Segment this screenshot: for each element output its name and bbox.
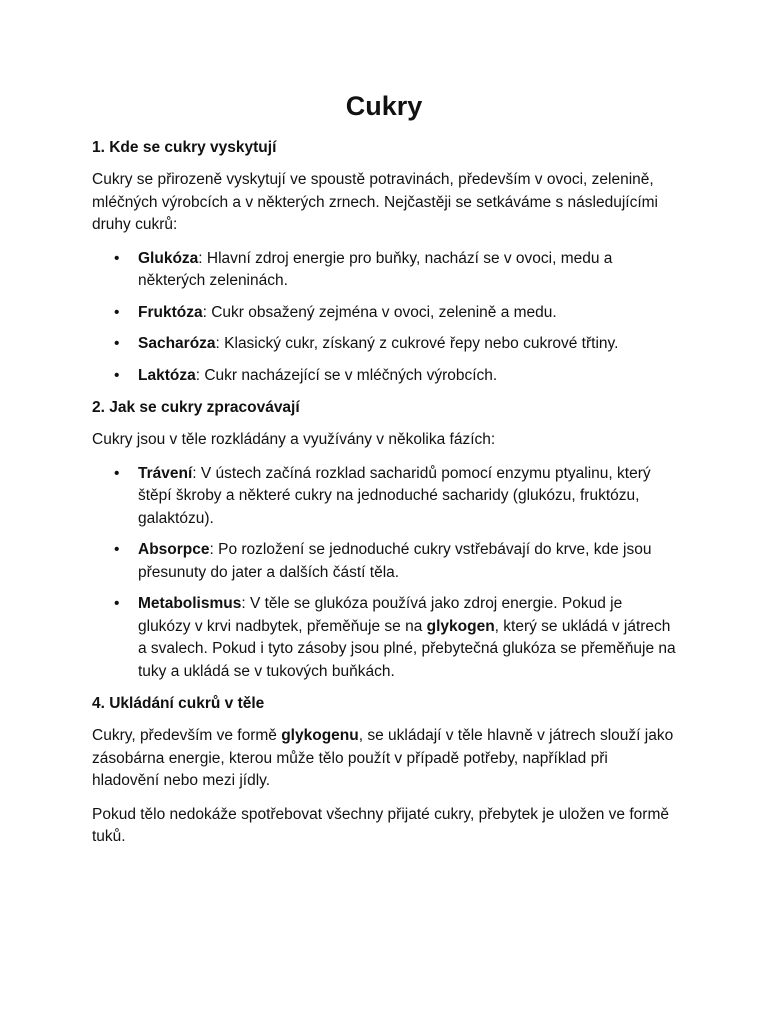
processing-phases-list [92,463,676,684]
section-heading-2: 2. Jak se cukry zpracovávají [92,399,300,416]
list-item [114,539,676,584]
list-item-emphasis: glykogen [426,617,495,635]
list-item-term: Fruktóza [138,303,203,321]
bullet-icon: • [114,464,120,482]
list-item-term: Metabolismus [138,595,242,612]
bullet-icon: • [114,249,120,267]
list-item-text: : V ústech začíná rozklad sacharidů pomocí enzymu ptyalinu, který štěpí škroby a některé cukry na jednoduché sacharidy (glukózu, fruktózu, galaktózu). [138,464,651,527]
section-4-paragraph-1 [92,725,676,793]
list-item [114,248,676,293]
paragraph-text: Cukry, především ve formě [92,727,282,744]
section-heading-1: 1. Kde se cukry vyskytují [92,139,277,156]
list-item [114,593,676,683]
bullet-icon: • [114,595,120,612]
list-item-text: : Klasický cukr, získaný z cukrové řepy nebo cukrové třtiny. [215,335,619,352]
list-item [114,463,676,531]
section-heading-4: 4. Ukládání cukrů v těle [92,695,265,712]
sugar-types-list [92,248,676,388]
bullet-icon: • [114,335,120,352]
paragraph-text: , se ukládají v těle hlavně v játrech slouží jako zásobárna energie, kterou může tělo použít v případě potřeby, například při hladovění nebo mezi jídly. [92,727,674,789]
bullet-icon: • [114,541,120,558]
list-item-term: Laktóza [138,366,196,384]
section-4-paragraph-2: Pokud tělo nedokáže spotřebovat všechny přijaté cukry, přebytek je uložen ve formě tuků. [92,805,669,845]
list-item-text: : Po rozložení se jednoduché cukry vstřebávají do krve, kde jsou přesunuty do jater a dalších částí těla. [138,541,652,581]
paragraph-emphasis: glykogenu [281,727,359,744]
list-item-term: Trávení [138,464,193,482]
list-item-text: , který se ukládá v játrech a svalech. Pokud i tyto zásoby jsou plné, přebytečná glukóza se přeměňuje na tuky a ukládá se v tukových buňkách. [138,617,676,680]
list-item [114,333,676,356]
list-item-term: Sacharóza [138,335,216,352]
bullet-icon: • [114,366,120,384]
list-item-text: : Cukr obsažený zejména v ovoci, zelenině a medu. [202,303,557,321]
list-item [114,365,676,388]
bullet-icon: • [114,303,120,321]
list-item-term: Absorpce [138,541,210,558]
document-title: Cukry [345,91,423,121]
section-1-intro: Cukry se přirozeně vyskytují ve spoustě potravinách, především v ovoci, zelenině, mléčných výrobcích a v některých zrnech. Nejčastěji se setkáváme s následujícími druhy cukrů: [92,171,658,233]
list-item-text: : Cukr nacházející se v mléčných výrobcích. [195,366,498,384]
list-item-text: : Hlavní zdroj energie pro buňky, nachází se v ovoci, medu a některých zeleninách. [138,249,613,289]
list-item-text: : V těle se glukóza používá jako zdroj energie. Pokud je glukózy v krvi nadbytek, přeměňuje se na [138,595,623,635]
list-item [114,302,676,325]
section-2-intro: Cukry jsou v těle rozkládány a využívány v několika fázích: [92,431,496,448]
list-item-term: Glukóza [138,249,199,267]
